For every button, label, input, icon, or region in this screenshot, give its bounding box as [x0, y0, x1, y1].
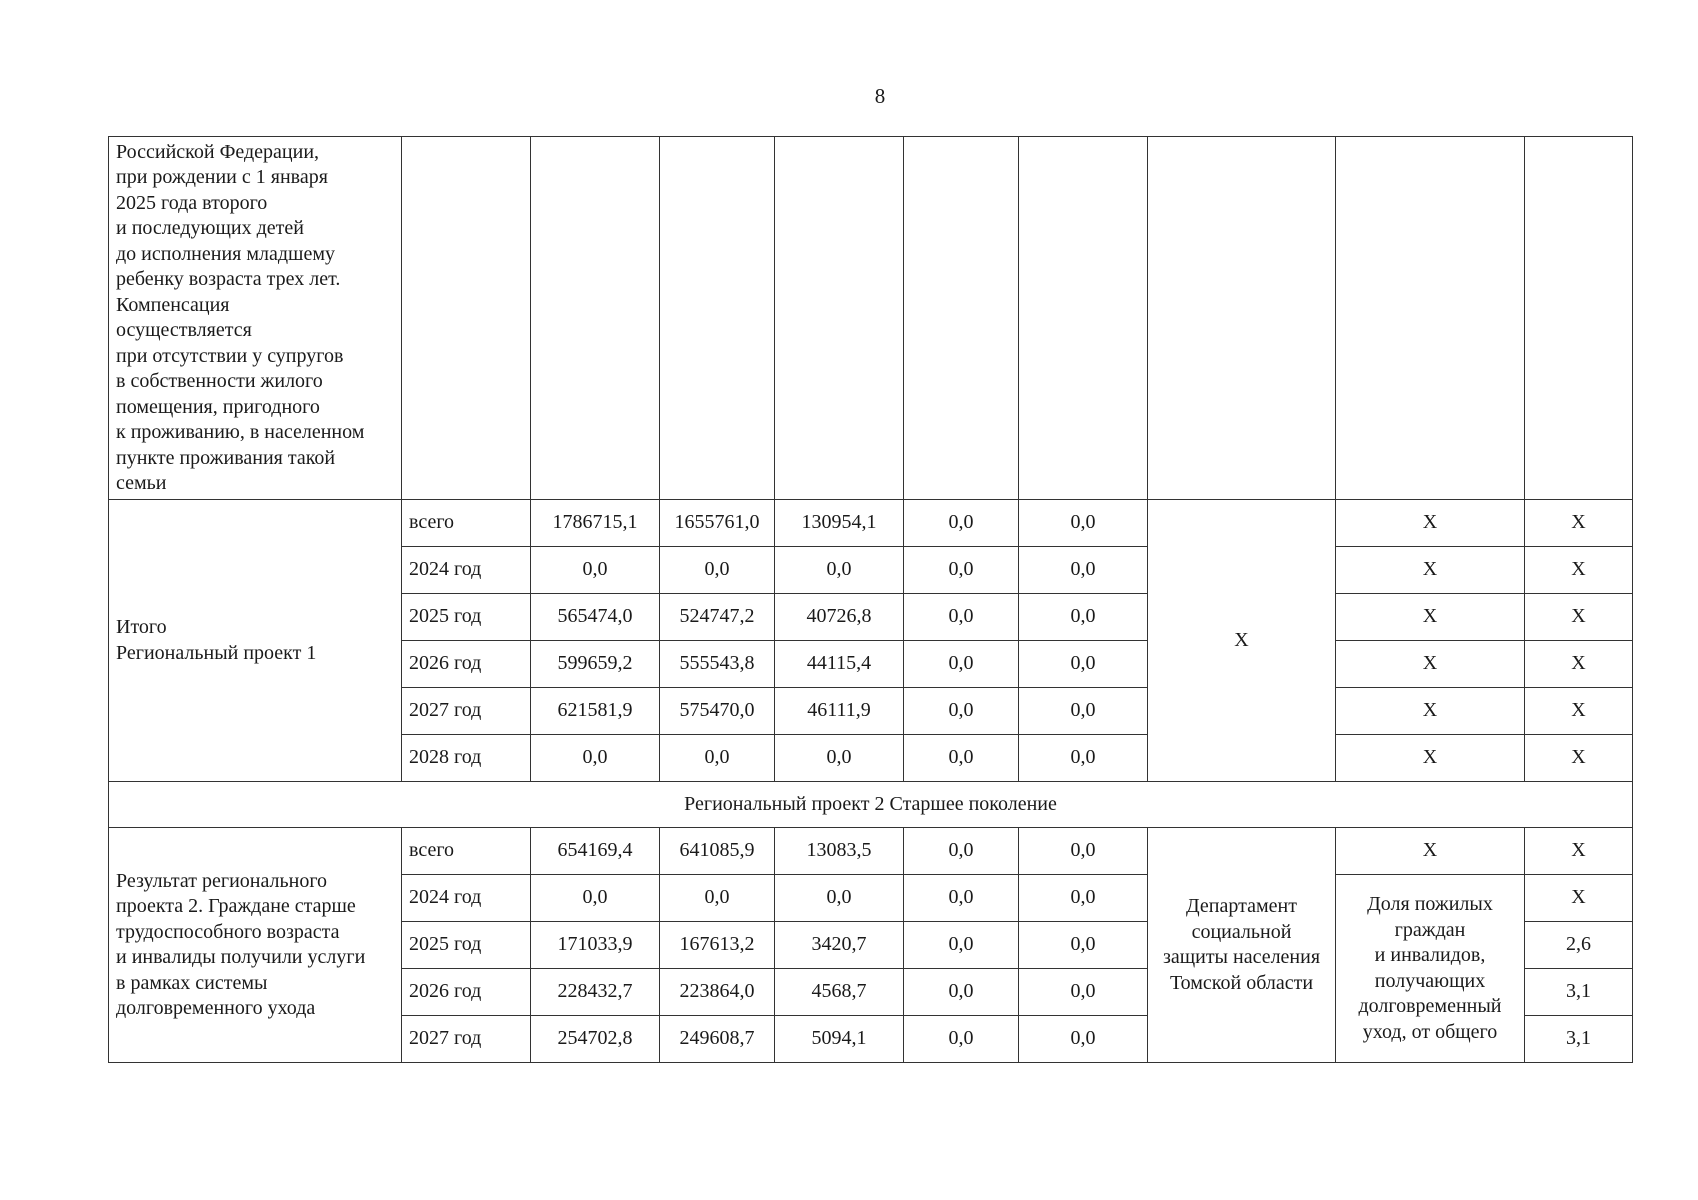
value-cell: Х: [1525, 688, 1633, 735]
value-cell: Х: [1525, 547, 1633, 594]
value-cell: Х: [1525, 735, 1633, 782]
local-cell: 0,0: [904, 688, 1019, 735]
other-cell: 0,0: [1019, 547, 1148, 594]
period-cell: 2025 год: [402, 594, 531, 641]
value-cell: 2,6: [1525, 922, 1633, 969]
empty-cell: [1525, 137, 1633, 500]
value-cell: Х: [1525, 875, 1633, 922]
indicator-description: Доля пожилых граждан и инвалидов, получающих долговременный уход, от общего: [1336, 875, 1525, 1063]
empty-cell: [1148, 137, 1336, 500]
regional-cell: 0,0: [775, 875, 904, 922]
local-cell: 0,0: [904, 594, 1019, 641]
other-cell: 0,0: [1019, 922, 1148, 969]
federal-cell: 524747,2: [660, 594, 775, 641]
regional-cell: 0,0: [775, 547, 904, 594]
other-cell: 0,0: [1019, 969, 1148, 1016]
local-cell: 0,0: [904, 641, 1019, 688]
other-cell: 0,0: [1019, 875, 1148, 922]
indicator-cell: Х: [1336, 594, 1525, 641]
responsible-department: Департамент социальной защиты населения Томской области: [1148, 828, 1336, 1063]
other-cell: 0,0: [1019, 500, 1148, 547]
indicator-cell: Х: [1336, 688, 1525, 735]
period-cell: 2028 год: [402, 735, 531, 782]
period-cell: 2027 год: [402, 688, 531, 735]
regional-cell: 4568,7: [775, 969, 904, 1016]
total-cell: 171033,9: [531, 922, 660, 969]
table-row: [109, 500, 1633, 547]
period-cell: 2025 год: [402, 922, 531, 969]
other-cell: 0,0: [1019, 1016, 1148, 1063]
value-cell: Х: [1525, 594, 1633, 641]
federal-cell: 575470,0: [660, 688, 775, 735]
regional-cell: 0,0: [775, 735, 904, 782]
section-title: Региональный проект 2 Старшее поколение: [109, 782, 1633, 828]
regional-cell: 5094,1: [775, 1016, 904, 1063]
regional-cell: 46111,9: [775, 688, 904, 735]
empty-cell: [904, 137, 1019, 500]
indicator-cell: Х: [1336, 547, 1525, 594]
result-rp2-name: Результат регионального проекта 2. Граждане старше трудоспособного возраста и инвалиды получили услуги в рамках системы долговременного ухода: [109, 828, 402, 1063]
period-cell: всего: [402, 828, 531, 875]
empty-cell: [1019, 137, 1148, 500]
value-cell: Х: [1525, 828, 1633, 875]
local-cell: 0,0: [904, 735, 1019, 782]
value-cell: 3,1: [1525, 1016, 1633, 1063]
total-cell: 1786715,1: [531, 500, 660, 547]
other-cell: 0,0: [1019, 688, 1148, 735]
table-row: [109, 828, 1633, 875]
period-cell: 2024 год: [402, 547, 531, 594]
regional-cell: 13083,5: [775, 828, 904, 875]
empty-cell: [402, 137, 531, 500]
other-cell: 0,0: [1019, 594, 1148, 641]
indicator-cell: Х: [1336, 828, 1525, 875]
federal-cell: 0,0: [660, 875, 775, 922]
indicator-cell: Х: [1336, 735, 1525, 782]
regional-cell: 130954,1: [775, 500, 904, 547]
regional-cell: 40726,8: [775, 594, 904, 641]
continuation-row: [109, 137, 1633, 500]
other-cell: 0,0: [1019, 641, 1148, 688]
empty-cell: [775, 137, 904, 500]
total-cell: 599659,2: [531, 641, 660, 688]
local-cell: 0,0: [904, 1016, 1019, 1063]
period-cell: 2024 год: [402, 875, 531, 922]
federal-cell: 555543,8: [660, 641, 775, 688]
section-row: [109, 782, 1633, 828]
period-cell: 2026 год: [402, 641, 531, 688]
local-cell: 0,0: [904, 875, 1019, 922]
federal-cell: 1655761,0: [660, 500, 775, 547]
budget-table: [108, 136, 1633, 1063]
regional-cell: 44115,4: [775, 641, 904, 688]
local-cell: 0,0: [904, 500, 1019, 547]
total-cell: 621581,9: [531, 688, 660, 735]
indicator-cell: Х: [1336, 641, 1525, 688]
total-cell: 0,0: [531, 735, 660, 782]
regional-cell: 3420,7: [775, 922, 904, 969]
total-rp1-name: Итого Региональный проект 1: [109, 500, 402, 782]
total-cell: 254702,8: [531, 1016, 660, 1063]
federal-cell: 641085,9: [660, 828, 775, 875]
empty-cell: [660, 137, 775, 500]
other-cell: 0,0: [1019, 828, 1148, 875]
other-cell: 0,0: [1019, 735, 1148, 782]
value-cell: Х: [1525, 500, 1633, 547]
local-cell: 0,0: [904, 969, 1019, 1016]
continuation-description: Российской Федерации, при рождении с 1 января 2025 года второго и последующих детей до исполнения младшему ребенку возраста трех лет. Компенсация осуществляется при отсутствии у супругов в собственности жилого помещения, пригодного к проживанию, в населенном пункте проживания такой семьи: [109, 137, 402, 500]
period-cell: 2027 год: [402, 1016, 531, 1063]
federal-cell: 223864,0: [660, 969, 775, 1016]
federal-cell: 0,0: [660, 547, 775, 594]
local-cell: 0,0: [904, 922, 1019, 969]
local-cell: 0,0: [904, 828, 1019, 875]
total-cell: 654169,4: [531, 828, 660, 875]
indicator-cell: Х: [1336, 500, 1525, 547]
value-cell: 3,1: [1525, 969, 1633, 1016]
empty-cell: [531, 137, 660, 500]
period-cell: всего: [402, 500, 531, 547]
total-cell: 0,0: [531, 875, 660, 922]
period-cell: 2026 год: [402, 969, 531, 1016]
page-number: 8: [874, 84, 886, 108]
total-cell: 565474,0: [531, 594, 660, 641]
total-cell: 0,0: [531, 547, 660, 594]
federal-cell: 167613,2: [660, 922, 775, 969]
local-cell: 0,0: [904, 547, 1019, 594]
value-cell: Х: [1525, 641, 1633, 688]
responsible-cell: Х: [1148, 500, 1336, 782]
total-cell: 228432,7: [531, 969, 660, 1016]
federal-cell: 249608,7: [660, 1016, 775, 1063]
empty-cell: [1336, 137, 1525, 500]
federal-cell: 0,0: [660, 735, 775, 782]
